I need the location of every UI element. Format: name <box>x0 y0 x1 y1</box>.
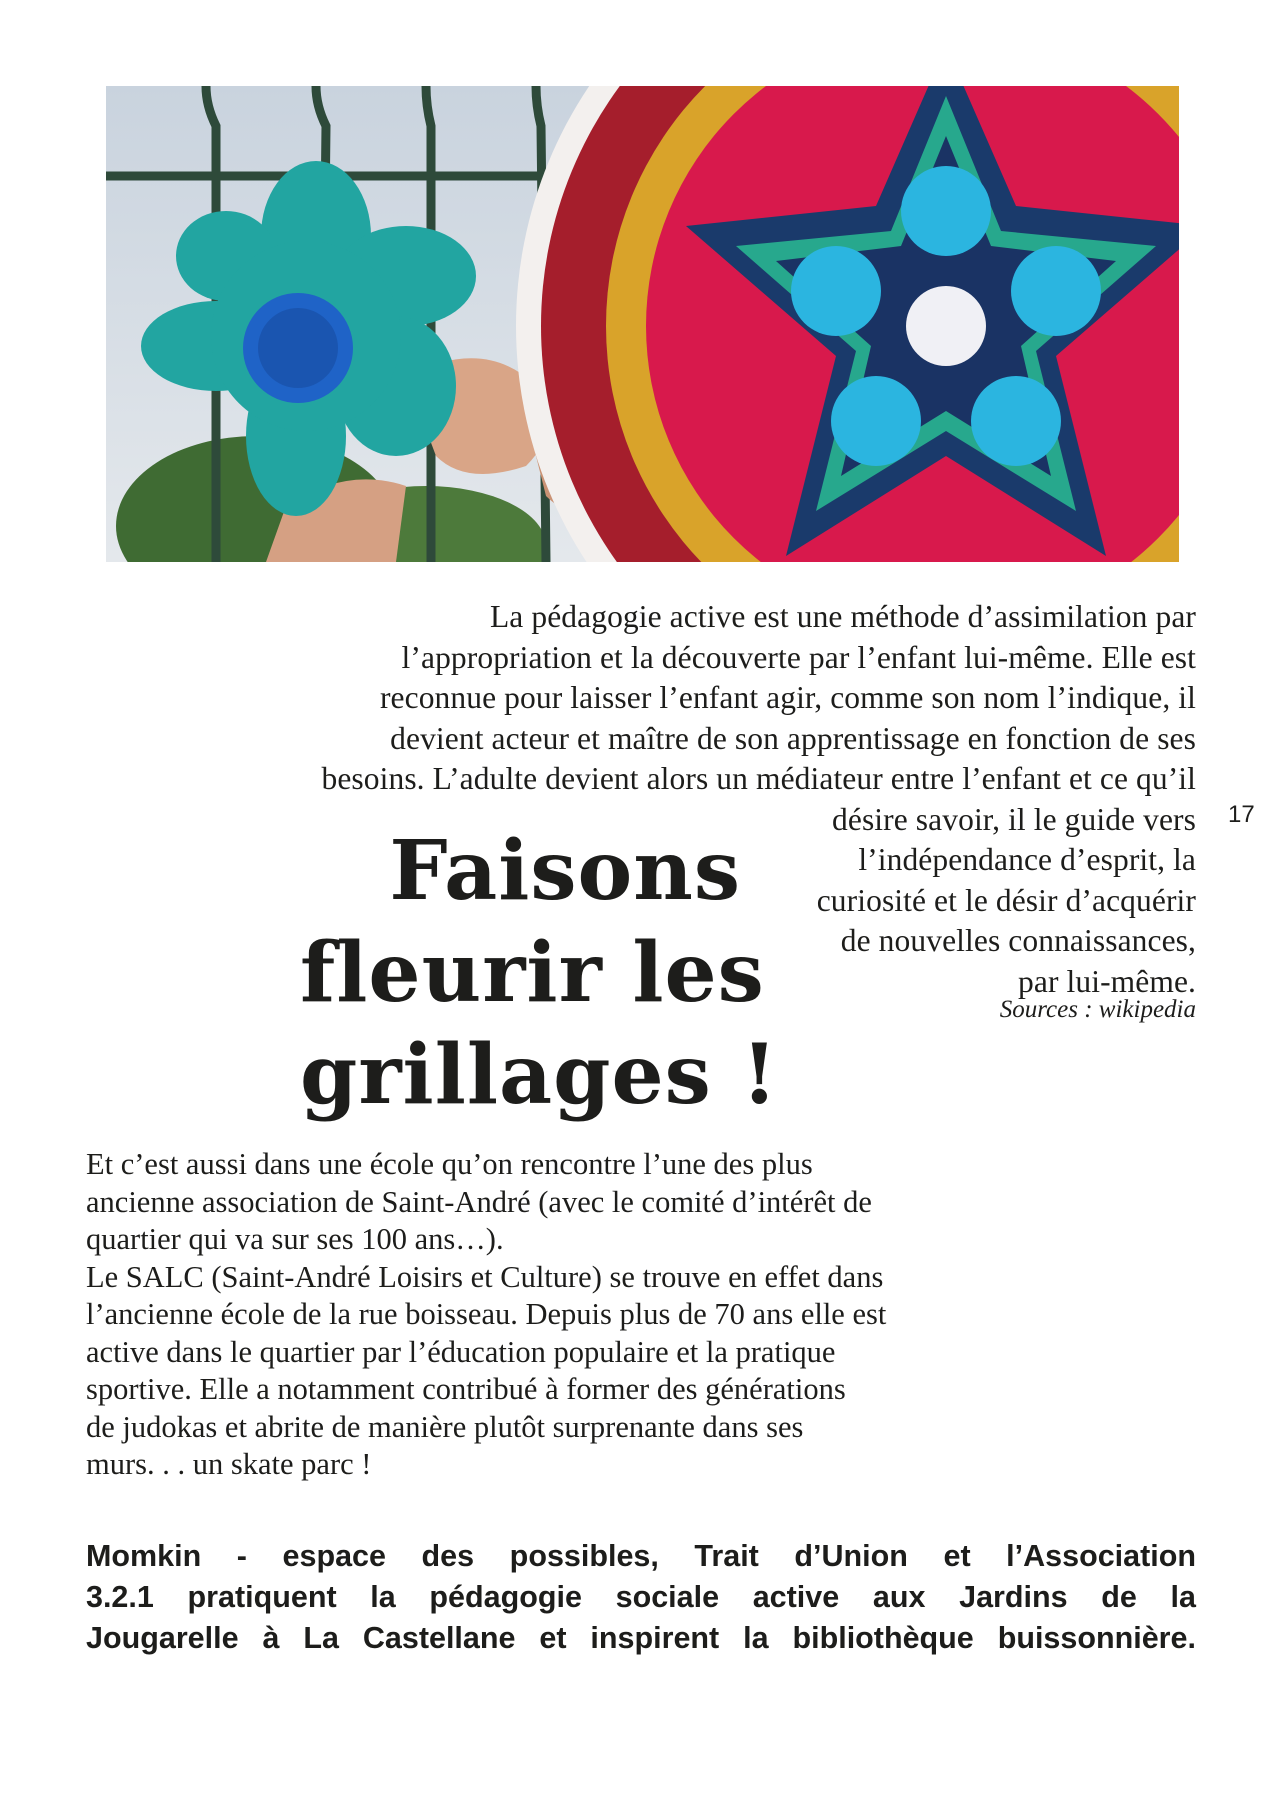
intro-line: devient acteur et maître de son apprentissage en fonction de ses <box>390 720 1196 756</box>
momkin-line: 3.2.1 pratiquent la pédagogie sociale active aux Jardins de la <box>86 1580 1196 1614</box>
intro-line: l’appropriation et la découverte par l’enfant lui-même. Elle est <box>401 639 1196 675</box>
page-title <box>300 820 779 1126</box>
intro-line: l’indépendance d’esprit, la <box>858 842 1196 877</box>
body-line: l’ancienne école de la rue boisseau. Depuis plus de 70 ans elle est <box>86 1297 887 1331</box>
crochet-flower-fence-photo <box>106 86 1179 562</box>
intro-line: désire savoir, il le guide vers <box>832 801 1196 837</box>
title-line: fleurir les <box>300 925 765 1021</box>
header-photo <box>106 86 1179 562</box>
title-line: Faisons <box>389 823 741 919</box>
intro-line: La pédagogie active est une méthode d’assimilation par <box>489 599 1196 634</box>
momkin-line: Momkin - espace des possibles, Trait d’Union et l’Association <box>86 1539 1196 1573</box>
body-paragraph <box>86 1146 1036 1484</box>
body-line: active dans le quartier par l’éducation populaire et la pratique <box>86 1334 836 1369</box>
intro-line: reconnue pour laisser l’enfant agir, comme son nom l’indique, il <box>379 680 1196 715</box>
body-line: ancienne association de Saint-André (avec le comité d’intérêt de <box>86 1184 872 1219</box>
body-line: sportive. Elle a notamment contribué à former des générations <box>86 1372 846 1406</box>
body-line: quartier qui va sur ses 100 ans…). <box>86 1222 504 1256</box>
page-number: 17 <box>1228 801 1255 828</box>
momkin-line: Jougarelle à La Castellane et inspirent la bibliothèque buissonnière. <box>86 1621 1196 1655</box>
body-line: de judokas et abrite de manière plutôt surprenante dans ses <box>86 1409 804 1444</box>
intro-line: curiosité et le désir d’acquérir <box>816 882 1196 918</box>
intro-line: de nouvelles connaissances, <box>840 923 1196 958</box>
intro-line: par lui-même. <box>1018 963 1196 999</box>
intro-line: besoins. L’adulte devient alors un médiateur entre l’enfant et ce qu’il <box>321 761 1196 796</box>
body-line: Et c’est aussi dans une école qu’on rencontre l’une des plus <box>86 1147 813 1181</box>
body-line: Le SALC (Saint-André Loisirs et Culture) se trouve en effet dans <box>86 1259 884 1294</box>
title-line: grillages ! <box>300 1027 779 1123</box>
momkin-paragraph <box>86 1536 1196 1659</box>
sources-credit: Sources : wikipedia <box>999 996 1196 1023</box>
body-line: murs. . . un skate parc ! <box>86 1447 372 1481</box>
